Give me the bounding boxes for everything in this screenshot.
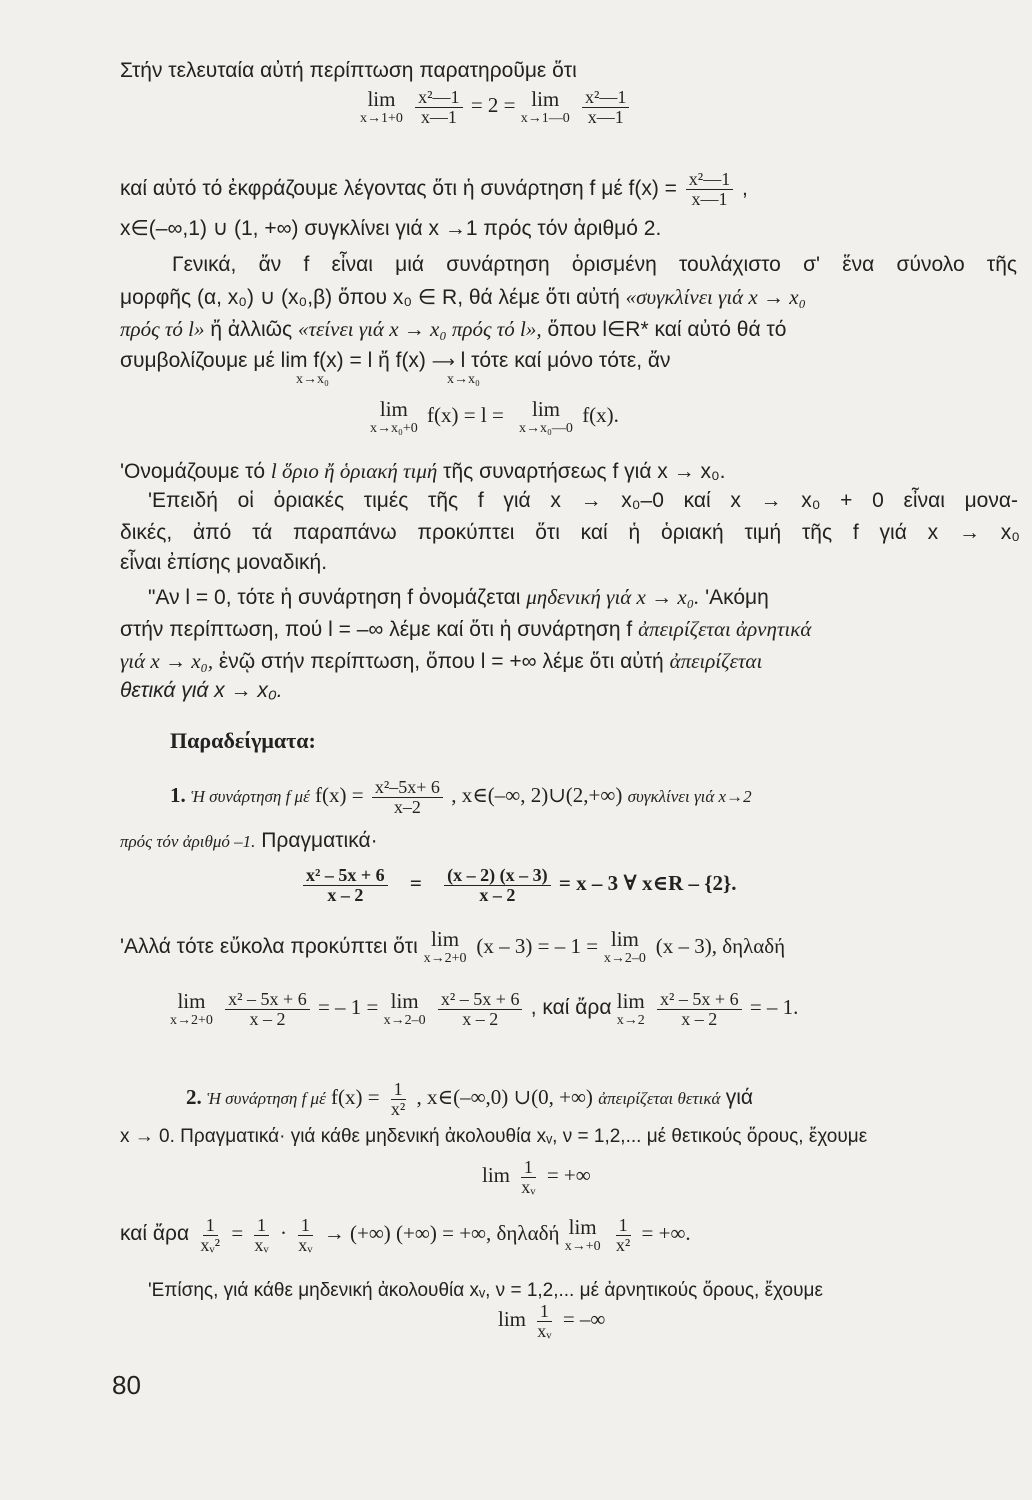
example2-line1: 2. Ἡ συνάρτηση f μέ f(x) = $\frac{1}{\text{x²}}$ , x∈(–∞,0) ∪(0, +∞) ἀπειρίζεται θετικά γιά bbox=[186, 1079, 753, 1119]
examples-heading: Παραδείγματα: bbox=[170, 728, 316, 753]
para1-line3: x∈(–∞,1) ∪ (1, +∞) συγκλίνει γιά x →1 πρός τόν ἀριθμό 2. bbox=[120, 217, 662, 240]
para2-line7: 'Επειδή οἱ ὁριακές τιμές τῆς f γιά x → x₀–0 καί x → x₀ + 0 εἶναι μονα- bbox=[148, 489, 1018, 512]
para2-line4-sub-lim: x→x₀ bbox=[296, 372, 329, 387]
para2-line6: 'Ονομάζουμε τό l ὅριο ἤ ὁριακή τιμή τῆς συναρτήσεως f γιά x → x₀. bbox=[120, 459, 726, 483]
para2-line2: μορφῆς (α, x₀) ∪ (x₀,β) ὅπου x₀ ∈ R, θά λέμε ὅτι αὐτή «συγκλίνει γιά x → x₀ bbox=[120, 285, 806, 309]
para2-line10: "Αν l = 0, τότε ἡ συνάρτηση f ὀνομάζεται μηδενική γιά x → x₀. 'Ακόμη bbox=[148, 585, 769, 609]
example1-line1: 1. Ἡ συνάρτηση f μέ f(x) = $\frac{\text{x²–5x+ 6}}{x-2}$ , x∈(–∞, 2)∪(2,+∞) συγκλίνει γιά x→2 bbox=[170, 777, 752, 817]
para2-line8: δικές, ἀπό τά παραπάνω προκύπτει ὅτι καί ἡ ὁριακή τιμή τῆς f γιά x → x₀ bbox=[120, 521, 1020, 544]
para2-line4-sub-arrow: x→x₀ bbox=[447, 372, 480, 387]
limit-equation-1: lim x→1+0 $\frac{\text{x²—1}}{x—1}$ = 2 = lim x→1—0 $\frac{\text{x²—1}}{x—1}$ bbox=[360, 88, 632, 127]
para2-line4: συμβολίζουμε μέ lim f(x) = l ἤ f(x) ⟶ l τότε καί μόνο τότε, ἄν bbox=[120, 349, 671, 372]
example2-limit-2: lim $\frac{1}{\text{xᵥ}}$ = –∞ bbox=[498, 1301, 606, 1341]
example1-line4: lim x→2+0 $\frac{\text{x² – 5x + 6}}{x - 2}$ = – 1 = lim x→2–0 $\frac{\text{x² – 5x + 6}}{x - 2}$ , καί ἄρα lim x→2 $\frac{\text{x² – 5x + 6}}{x - 2}$ = – 1. bbox=[170, 989, 799, 1029]
page-number: 80 bbox=[112, 1370, 141, 1400]
example1-factor-equation: $\frac{\text{x² – 5x + 6}}{x - 2}$ = $\frac{(x - 2) (x - 3)}{x - 2}$ = x – 3 ∀ x∈R – {2}. bbox=[300, 866, 737, 905]
para2-line13: θετικά γιά x → x₀. bbox=[120, 679, 283, 702]
para2-line11: στήν περίπτωση, πού l = –∞ λέμε καί ὅτι ἡ συνάρτηση f ἀπειρίζεται ἀρνητικά bbox=[120, 617, 812, 641]
example2-limit-1: lim $\frac{1}{\text{xᵥ}}$ = +∞ bbox=[482, 1157, 591, 1197]
example2-line5: 'Επίσης, γιά κάθε μηδενική ἀκολουθία xᵥ, ν = 1,2,... μέ ἀρνητικούς ὅρους, ἔχουμε bbox=[148, 1280, 823, 1301]
example1-line3: 'Αλλά τότε εὔκολα προκύπτει ὅτι lim x→2+0 (x – 3) = – 1 = lim x→2–0 (x – 3), δηλαδή bbox=[120, 927, 786, 967]
example2-line2: x → 0. Πραγματικά· γιά κάθε μηδενική ἀκολουθία xᵥ, ν = 1,2,... μέ θετικούς ὅρους, ἔχουμε bbox=[120, 1126, 868, 1147]
para2-line3: πρός τό l» ἤ ἀλλιῶς «τείνει γιά x → x₀ πρός τό l», ὅπου l∈R* καί αὐτό θά τό bbox=[120, 317, 787, 341]
para1-line2: καί αὐτό τό ἐκφράζουμε λέγοντας ὅτι ἡ συνάρτηση f μέ f(x) = $\frac{\text{x²—1}}{x—1}$ , bbox=[120, 169, 748, 209]
para2-line12: γιά x → x₀, ἐνῷ στήν περίπτωση, ὅπου l = +∞ λέμε ὅτι αὐτή ἀπειρίζεται bbox=[120, 649, 763, 673]
example2-line4: καί ἄρα $\frac{1}{\text{xᵥ²}}$ = $\frac{1}{\text{xᵥ}}$ · $\frac{1}{\text{xᵥ}}$ → (+∞) (+∞) = +∞, δηλαδή lim x→+0 $\frac{1}{\text{x²}}$ = +∞. bbox=[120, 1215, 691, 1255]
example1-line2: πρός τόν ἀριθμό –1. Πραγματικά· bbox=[120, 829, 378, 852]
para2-line1: Γενικά, ἄν f εἶναι μιά συνάρτηση ὁρισμένη τουλάχιστο σ' ἕνα σύνολο τῆς bbox=[172, 253, 1017, 276]
limit-equation-2: lim x→x₀+0 f(x) = l = lim x→x₀—0 f(x). bbox=[370, 397, 619, 437]
para2-line9: εἶναι ἐπίσης μοναδική. bbox=[120, 551, 328, 574]
para1-intro: Στήν τελευταία αὐτή περίπτωση παρατηροῦμε ὅτι bbox=[120, 59, 577, 82]
